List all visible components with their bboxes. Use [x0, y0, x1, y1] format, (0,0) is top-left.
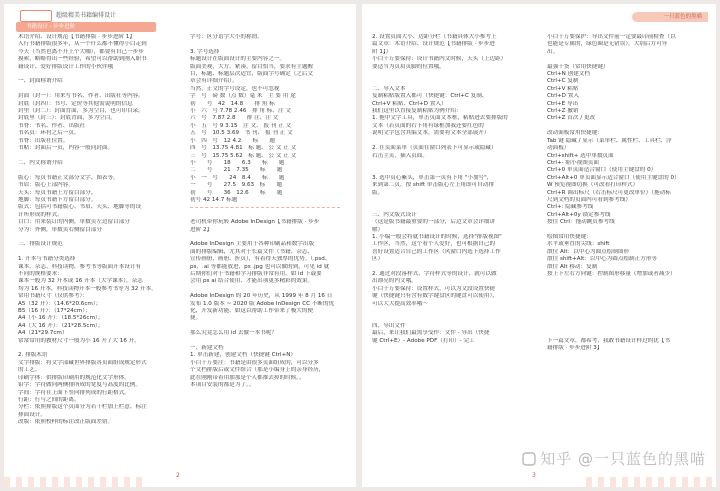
text-line: Ctrl+V 粘贴 — [547, 85, 579, 92]
text-line: 1. 拖中文字工具，单击页面文本框，粘贴进去要排版的 — [372, 115, 508, 122]
text-line: 版式：包括可书籍版心、书眉、天头、地脚等的设 — [18, 204, 142, 211]
text-line: 三、内文版式设计 — [372, 211, 417, 218]
text-line: 版面美观，大方、紧凑、留白恰当，要求有主题醒 — [190, 63, 314, 70]
text-line: 小 一 号 24 8.4 标 题 — [190, 174, 285, 181]
text-line: A4（小 16 开）：（18.5*26cm）； — [18, 315, 104, 322]
text-line — [547, 56, 711, 63]
text-line — [547, 278, 711, 285]
text-line: 目，标题、标题层次适宜，版面字号确定（之后文 — [190, 71, 314, 78]
text-line: 六 号 7.87 2.8 排 注、注 文 — [190, 115, 279, 122]
text-line — [547, 330, 711, 337]
text-line: Ctrl+Z 撤销 — [547, 108, 579, 115]
text-line: 喜好设置适合自己的工作区（风窗口内选下选择工作 — [372, 248, 501, 255]
text-line — [18, 153, 176, 160]
text-line: 当然，正文的字号设定，也不可忽视 — [190, 85, 280, 92]
text-line: 封里（封二）：封面背面，多为空白，也可印目录。 — [18, 108, 144, 115]
text-line: 五 号 10.5 3.69 书 刊、 报 刊 正 文 — [190, 130, 293, 137]
text-line — [372, 160, 537, 167]
text-line: 按住 Ctrl：拖动跳页参考线 — [547, 219, 615, 226]
text-line: 小白千万要保护：导出文件前一定要最印前检查（以 — [547, 34, 676, 40]
text-line: 散位 Alt：以中心为圆点绘制图形 — [547, 248, 630, 255]
text-line: W 预览视图切换（可改看打印样式） — [547, 182, 639, 189]
text-line — [372, 167, 537, 174]
text-line: 字号：区分语字大小的称谓。 — [190, 34, 263, 40]
text-line: （这是版书籍最重要的一部分，后边文章会详细讲 — [372, 219, 496, 226]
text-line: 课本一般为 32 开本或 16 开本（大学课本），杂志 — [18, 278, 143, 285]
left-page-column-1 — [18, 34, 176, 427]
text-line: 一、封面称谓介绍 — [18, 78, 63, 85]
text-line — [372, 204, 537, 211]
text-line: 散住 shift+Alt：以中心为圆点绘制正方形等 — [547, 256, 658, 263]
text-line: 发布 1.0 版本 ~ 2020 版 Adobe InDesign CC 不断的优 — [190, 300, 335, 307]
text-line: 小 六 号 7.78 2.46 排 角 标、注 文 — [190, 108, 291, 115]
text-line: 目口：用来装订的内侧，单数页左边留白部分 — [18, 219, 130, 226]
text-line: 3. 字号选择 — [190, 48, 220, 55]
text-line — [372, 78, 537, 85]
text-line: 出。 — [547, 48, 559, 55]
text-line: 本项目安装的都是为了。。 — [190, 382, 255, 389]
text-line: 行距：行与之间的距离。 — [18, 396, 80, 403]
text-line: 书名页：环衬之后一页。 — [18, 130, 80, 137]
text-line: 可以大大提高效率哦～ — [372, 300, 428, 307]
text-line — [18, 86, 176, 93]
text-line: 键（快捷键只有含有数字键盘区的键盘可以使用）， — [372, 293, 498, 300]
text-line — [547, 286, 711, 293]
text-line — [372, 264, 537, 271]
text-line: 小 五 号 9 3.15 注 文、 报 刊 正 文 — [190, 122, 292, 129]
text-line: A4（21*29.7cm） — [18, 330, 68, 337]
text-line: 初 号 36 12.6 标 题 — [190, 189, 283, 196]
text-line: 绘图常用快捷键： — [547, 233, 592, 240]
text-line — [547, 123, 711, 130]
text-line: 出漂亮的内文哦。 — [372, 278, 417, 285]
text-line: Adobe InDesign 主要用于各种印刷品和数字出版 — [190, 241, 315, 248]
text-line: 籍设计、爱好排版设计工作的小伙伴哦 — [18, 63, 114, 70]
text-line: 文字排版：将文字部藏世界排版各页面组成规定形式 — [18, 359, 147, 366]
text-line: 二 号 21 7.35 标 题 — [190, 167, 283, 174]
text-line — [372, 138, 537, 145]
text-line: 散住 Alt 移动：复制 — [547, 263, 598, 270]
text-line: 书脊：出版社位置。 — [18, 137, 69, 144]
text-line: 章会有详细介绍）。 — [190, 78, 238, 85]
text-line — [547, 308, 711, 315]
text-line: Ctrl+C 复制 — [547, 78, 579, 85]
right-page-column-1 — [372, 34, 537, 345]
text-line: 一 号 27.5 9.63 标 题 — [190, 182, 283, 189]
text-line: 天头：每页书籍上方留白部分。 — [18, 189, 97, 196]
text-line: 会用 ps ai 结合使用、才能出项更多精彩的效果。 — [190, 278, 314, 285]
footer-decoration — [4, 477, 144, 487]
text-line: 课本、杂志、科技读物，参考书等版面开本设计有 — [18, 263, 142, 270]
text-line: 个文档排版后或文件组合（那是小编身上的亲身经历， — [190, 367, 325, 374]
text-line: 化，开发新功能、如这以帮助工作带来了极大的便 — [190, 308, 314, 315]
text-line: 四、导出文件 — [372, 322, 406, 329]
text-line: 分为：外侧，单数页右侧留白部分 — [18, 226, 102, 233]
text-line: 籍排版 · 步步进阶 3】 — [547, 345, 603, 352]
left-page — [4, 4, 356, 487]
text-line: 印刷字体：供排版印刷用的规范化文字形体。 — [18, 374, 130, 381]
left-page-column-2 — [190, 34, 350, 390]
text-line: 捷。 — [190, 315, 202, 322]
text-line: 书脊：书名、作者、出版社 — [18, 122, 86, 129]
text-line — [18, 234, 176, 241]
text-line: 说明文字包含其编文本，需要将文本全部展开） — [372, 130, 490, 137]
text-line: 初号 42 14.7 标题 — [190, 196, 238, 203]
footer-decoration-right — [586, 477, 716, 487]
text-line: 2. 在页面菜单（页面在窗口列表下可显示或隐藏） — [372, 145, 497, 152]
text-line: 三 号 15.75 5.62 标 题、 公 文 正 文 — [190, 152, 297, 159]
text-line: 尺到文档的页面内可看到参考线） — [547, 196, 631, 203]
text-line — [190, 204, 350, 211]
text-line — [18, 167, 176, 174]
text-line: Ctrl+shift+ 选中单数页面 — [547, 152, 614, 159]
text-line: 2. 排版术语 — [18, 352, 48, 359]
text-line — [372, 71, 537, 78]
text-line: 那么究竟怎么用 id 去做一本书呢？ — [190, 330, 277, 337]
text-line: Ctrl+- 缩小视图页面 — [547, 159, 599, 166]
text-line: Ctrl+D 置入 — [547, 93, 579, 100]
text-line: 术语介绍、设计规范【书籍排版 · 步步进阶 1】 — [18, 34, 135, 40]
text-line: 工作区，当然，这个看个人爱好，也可根据自己的 — [372, 241, 496, 248]
zhihu-logo-icon — [522, 452, 536, 466]
text-line: 右击主页，插入页面。 — [372, 152, 428, 159]
text-line: 改动面板常用快捷键： — [547, 130, 603, 137]
text-line: 来到第二页，按 shift 单击版心左上角即可自动排 — [372, 182, 494, 189]
text-line: 一、新建文档 — [190, 345, 224, 352]
text-line — [190, 286, 350, 293]
text-line: 最强干货（常用快捷键） — [547, 63, 609, 70]
text-line: 后期你们对于书籍和学习排版非常有用。如 id 下载要 — [190, 271, 322, 277]
text-line: 三、排版设计规范 — [18, 241, 63, 248]
text-line: 小白千万要保持：设置样式，可以为文段设置快捷 — [372, 285, 496, 292]
text-line: 文本（若页面的右下角有绿框加我还要红色的 — [372, 122, 484, 129]
header-subtitle-badge: 书籍设计 · 步步进阶 — [16, 22, 156, 32]
text-line: 2. 设置页面大小、边距分栏（书籍具体大小参考上 — [372, 34, 497, 40]
text-line: 摸索，略略得出一些经验，希望可以帮助到刚入职书 — [18, 56, 147, 63]
text-line: 区） — [372, 256, 384, 263]
text-line: Ctrl+Alt+0 单页面显示适合窗口（使用主键盘的 0） — [547, 174, 680, 181]
text-line: 字 号 磅 数（点 数）毫 米 主 要 用 途 — [190, 93, 296, 100]
text-line: Ctrl+V 粘贴、Ctrl+D 置入） — [372, 100, 447, 107]
text-line — [18, 249, 176, 256]
section-divider — [190, 207, 340, 208]
text-line: 书帖：封面后一页，内容一般同封面。 — [18, 145, 114, 152]
text-line: 常用书籍尺寸（仅供参考）： — [18, 293, 88, 300]
text-line: 封面（封一）：用来写书名、作者、出版社等内容。 — [18, 93, 144, 100]
text-line: Ctrl+0 单页面适合窗口（使用主键盘的 0） — [547, 167, 657, 174]
text-line: 下一篇文章，都希考，我敢书籍设计样过的优【书 — [547, 337, 671, 344]
text-line: Ctrl+N 创建文档 — [547, 71, 590, 78]
text-line: 最后，来让我们最需享受作：文件 - 导出（快捷 — [372, 330, 490, 337]
text-line: 阶 1】） — [372, 48, 392, 55]
text-line: 改版：依照校样的标注改正版面差错。 — [18, 419, 114, 426]
right-header — [608, 12, 708, 26]
text-line: Tab 键 隐藏 / 显示（菜单栏、属性栏、工具栏、浮 — [547, 137, 672, 144]
header-logo-icon — [20, 10, 52, 22]
text-line: 铅字：字符做向两侧排所成的宽度与高度的比例。 — [18, 382, 142, 389]
text-line: 均为 16 开本，科技读物开本一般参考书等为 32 开本。 — [18, 285, 157, 292]
text-line: 的工艺。 — [18, 367, 41, 374]
text-line — [547, 293, 711, 300]
text-line — [547, 323, 711, 330]
text-line: 封底（封四）：书号、定价等其他需说明的信息 — [18, 100, 133, 107]
text-line: 水平或垂直的尖线：shift — [547, 241, 610, 248]
text-line: 篇文章：术语介绍、设计规范【书籍排版 · 步步进 — [372, 41, 495, 48]
text-line: 分栏：依照排版这个页面分为若干栏加上栏意。标注 — [18, 404, 147, 411]
text-line: 宣传画册、画册、折页），有着得天独厚的优势。（.psd、 — [190, 256, 331, 263]
text-line — [190, 338, 350, 345]
text-line: 版。 — [372, 189, 384, 196]
text-line: ps、.ai 等都能放进，ps .jpg 也可以做的到，可见 id 就 — [190, 263, 330, 270]
text-line — [190, 234, 350, 241]
right-page — [362, 4, 716, 487]
text-line: 按上下左右方向键：控制图形移量（增加或者减少） — [547, 271, 676, 277]
text-line: 小白千万要注：书籍是由很多页面组成的，可以分多 — [190, 359, 319, 366]
text-line — [18, 345, 176, 352]
text-line: 此在刚刚带着用加那是个人都推去掉的时候。。 — [190, 374, 305, 381]
text-line: 动面板） — [547, 145, 570, 152]
text-line: 书眉：版心上部内容。 — [18, 182, 74, 189]
text-line: Ctrl+Z 首次 / 更改 — [547, 115, 596, 122]
text-line: 小 四 号 12 4.2 标 题 — [190, 137, 275, 144]
text-line — [372, 197, 537, 204]
text-line: 复制粘贴版置入都可（快捷键：Ctrl+C 复制、 — [372, 93, 488, 100]
text-line — [372, 315, 537, 322]
text-line — [372, 308, 537, 315]
text-line: 小 号 18 6.3 标 题 — [190, 159, 285, 166]
text-line: 进阶 2】 — [190, 226, 213, 233]
text-line: 版心：每页书籍正文部分文字、图表等。 — [18, 174, 119, 181]
text-line: Ctrl+E 导出 — [547, 100, 579, 107]
text-line: 面的排版编辑，尤其对于长篇文件（书籍、杂志、 — [190, 248, 314, 255]
text-line: 计所形成的样式。 — [18, 211, 63, 218]
text-line: 老司机带你玩转 Adobe InDesign【书籍排版 · 步步 — [190, 219, 320, 226]
text-line: 1. 开本与书籍分类选择 — [18, 256, 76, 263]
text-line: A5（32 开）：（14.6*20.6cm）； — [18, 300, 102, 307]
text-line — [547, 315, 711, 322]
text-line — [190, 41, 350, 48]
text-line: 解） — [372, 226, 384, 233]
text-line: 地脚：每页书籍下方留白部分。 — [18, 196, 97, 203]
text-line: Adobe InDesign 的 20 年历史，从 1999 年 8 月 16 日 — [190, 293, 333, 300]
text-line: 我们这里以直接复制粘贴为例介绍： — [372, 108, 462, 115]
text-line: 今天（当然也离不开上个大咖），都要有自己一步步 — [18, 48, 144, 55]
text-line: 2. 通过对段落样式、字符样式等的设计，就可以做 — [372, 271, 497, 277]
zhihu-watermark — [522, 448, 706, 469]
text-line: 也能是专属的，绿色圈是无错误），大别后方可导 — [547, 41, 668, 48]
text-line: Ctrl+: 隐藏参考线 — [547, 204, 594, 211]
text-line: B5（16 开）：（17*24cm）； — [18, 308, 91, 315]
text-line: Ctrl+Alt+0y 锁定参考线 — [547, 211, 611, 218]
text-line: 初 号 42 14.8 排 角 标 — [190, 100, 275, 107]
page-number-left: 2 — [176, 472, 180, 479]
text-line: 排面设计。 — [18, 411, 46, 418]
text-line: 1. 单击新建，创建文档（快捷键 Ctrl+N） — [190, 352, 297, 359]
text-line: 键 Ctrl+E）- Adobe PDF（打印）- 完工 — [372, 337, 475, 344]
text-line — [190, 212, 350, 219]
text-line: Ctrl+R 调出标尺（右击标尺可更改单位）（拖动标 — [547, 189, 671, 196]
text-line — [190, 323, 350, 330]
header-title: 超级精美书籍编排设计 — [56, 12, 117, 19]
header-banner: 一只蓝色的黑喵 — [632, 12, 708, 22]
text-line: 1. 小编一般会将就书籍设计的时候，选择"排版视图" — [372, 233, 502, 240]
text-line: 四 号 13.75 4.81 标 题、 公 文 正 文 — [190, 145, 297, 152]
text-line: 不同的规格要求： — [18, 271, 63, 277]
text-line: 二、内文称谓介绍 — [18, 159, 63, 166]
text-line: 3. 选中页心紫头，单击第一页有下角 "小加号"， — [372, 174, 493, 181]
right-page-column-2 — [547, 34, 711, 352]
text-line — [547, 227, 711, 234]
text-line: 标题设计在版面设计的主要内容之一。 — [190, 56, 286, 63]
text-line: 要适当为页眉页脚的位置哦。 — [372, 63, 445, 70]
text-line: 常常常用的教材尺寸一般为小 16 开 / 大 16 开。 — [18, 337, 140, 344]
text-line: 二、导入文本 — [372, 85, 406, 92]
watermark-text: 知乎 @一只蓝色的黑喵 — [540, 450, 706, 468]
text-line — [547, 301, 711, 308]
page-number-right: 3 — [532, 472, 536, 479]
text-line: 入行书籍排版很多年，从一个什么都不懂得小白走到 — [18, 41, 147, 48]
text-line: 字间：字符在上面下竖向排列成的行距格式。 — [18, 389, 130, 396]
text-line: 封底里（封三）：封底背面，多为空白。 — [18, 115, 116, 122]
text-line: 小白千万要保持：设计书籍内文时候，天头（上边距） — [372, 56, 507, 63]
text-line — [18, 71, 176, 78]
text-line: A4（大 16 开）：（21*28.5cm）； — [18, 322, 104, 329]
